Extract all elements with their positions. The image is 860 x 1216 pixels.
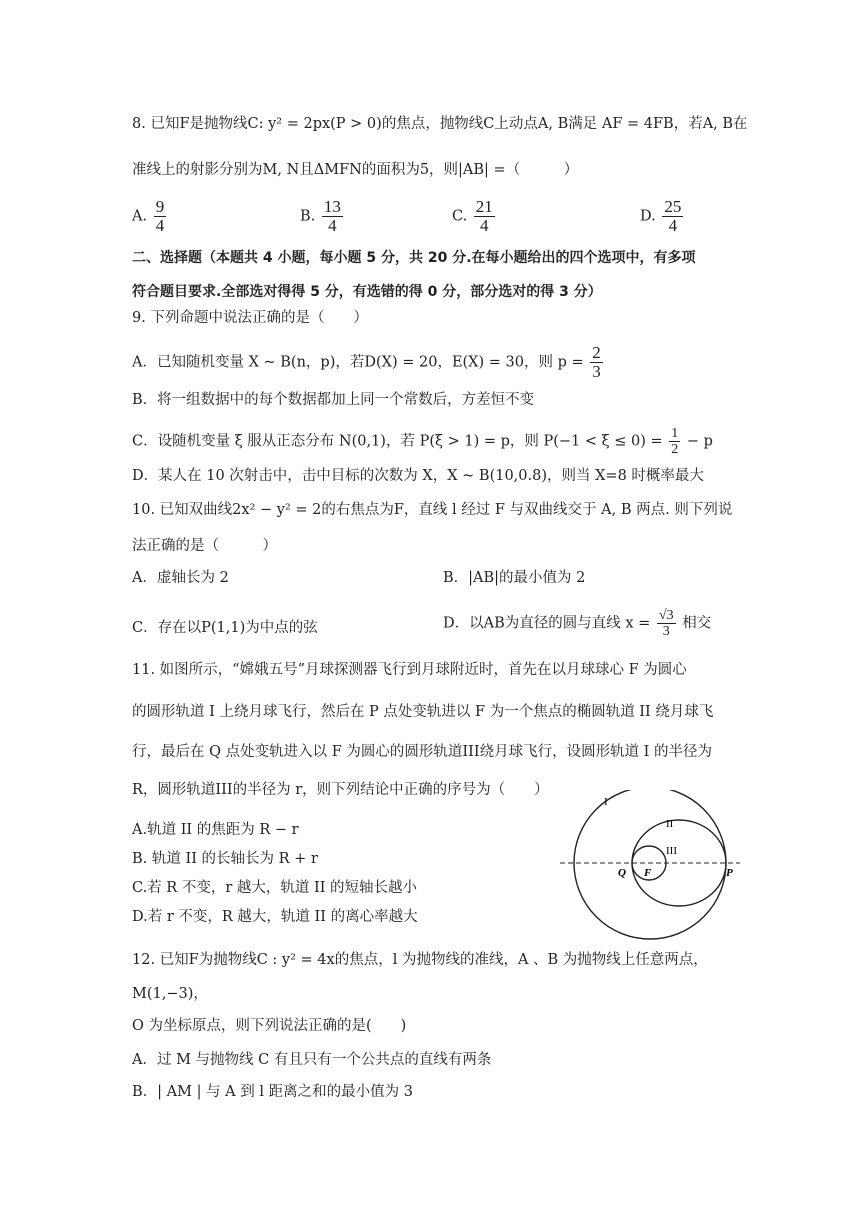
q9-option-a-text: A．已知随机变量 X ~ B(n，p)，若D(X) = 20，E(X) = 30，则 p = (132, 354, 584, 371)
q11-option-b: B. 轨道 II 的长轴长为 R + r (132, 851, 318, 867)
q9-option-a (132, 344, 605, 381)
q9-option-d: D．某人在 10 次射击中，击中目标的次数为 X，X ~ B(10,0.8)，则当 X=8 时概率最大 (132, 468, 704, 484)
frac-num: 9 (155, 197, 165, 216)
q8-stem-line1: 8. 已知F是抛物线C: y² = 2px(P > 0)的焦点，抛物线C上动点A, B满足 AF = 4FB，若A, B在 (132, 116, 748, 132)
frac-den: 4 (668, 216, 678, 235)
q8-option-d-label: D. (640, 208, 656, 225)
frac-num: 21 (475, 197, 493, 216)
q9-stem: 9. 下列命题中说法正确的是（ ） (132, 310, 368, 326)
frac-num: 13 (323, 197, 341, 216)
q8-option-d-fraction (662, 198, 683, 235)
frac-den: 2 (671, 442, 679, 457)
orbit-ellipse-2 (632, 820, 726, 906)
orbit-circle-1 (574, 790, 726, 939)
frac-den: 3 (662, 624, 670, 639)
q12-option-a: A．过 M 与抛物线 C 有且只有一个公共点的直线有两条 (132, 1052, 492, 1068)
q10-stem-line1: 10. 已知双曲线2x² − y² = 2的右焦点为F，直线 l 经过 F 与双曲线交于 A, B 两点. 则下列说 (132, 502, 733, 518)
q10-option-d-text: D．以AB为直径的圆与直线 x = (443, 615, 651, 632)
q8-option-c (452, 198, 497, 235)
q8-option-b-label: B. (300, 208, 316, 225)
q8-option-b (300, 198, 345, 235)
q9-option-c (132, 426, 713, 457)
frac-den: 4 (155, 216, 165, 235)
orbit-label-3: III (666, 845, 677, 857)
q10-option-b: B．|AB|的最小值为 2 (443, 570, 586, 586)
q8-option-c-label: C. (452, 208, 468, 225)
frac-num: 2 (592, 343, 601, 362)
frac-den: 3 (592, 362, 601, 381)
q12-stem-line1: 12. 已知F为抛物线C : y² = 4x的焦点，l 为抛物线的准线，A 、B 为抛物线上任意两点， (132, 952, 708, 968)
frac-num: 1 (671, 426, 679, 441)
q10-stem-line2: 法正确的是（ ） (132, 538, 277, 554)
q9-option-c-tail: − p (686, 433, 713, 450)
q10-option-d-tail: 相交 (682, 615, 712, 632)
q9-option-a-fraction (590, 344, 603, 381)
point-p-label: P (726, 867, 733, 879)
q9-option-b: B．将一组数据中的每个数据都加上同一个常数后，方差恒不变 (132, 392, 535, 408)
q10-option-a: A．虚轴长为 2 (132, 570, 229, 586)
q8-option-a-fraction (154, 198, 167, 235)
q8-option-b-fraction (322, 198, 343, 235)
q8-option-d (640, 198, 685, 235)
frac-den: 4 (328, 216, 337, 235)
frac-num: 25 (664, 197, 682, 216)
orbit-label-2: II (666, 818, 674, 830)
q11-stem-line4: R，圆形轨道III的半径为 r，则下列结论中正确的序号为（ ） (132, 782, 549, 798)
orbit-diagram (560, 790, 740, 945)
q9-option-c-text: C．设随机变量 ξ 服从正态分布 N(0,1)，若 P(ξ > 1) = p，则 P(−1 < ξ ≤ 0) = (132, 433, 663, 450)
q8-option-c-fraction (474, 198, 495, 235)
q11-stem-line2: 的圆形轨道 I 上绕月球飞行，然后在 P 点处变轨进以 F 为一个焦点的椭圆轨道 II 绕月球飞 (132, 704, 714, 720)
point-q-label: Q (618, 867, 626, 879)
q11-stem-line1: 11. 如图所示，“嫦娥五号”月球探测器飞行到月球附近时，首先在以月球球心 F 为圆心 (132, 662, 687, 678)
q9-option-c-fraction (669, 426, 680, 457)
section2-heading-line1: 二、选择题（本题共 4 小题，每小题 5 分，共 20 分.在每小题给出的四个选项中，有多项 (132, 250, 696, 266)
orbit-label-1: I (604, 796, 608, 808)
point-f-label: F (644, 867, 652, 879)
frac-num: √3 (658, 608, 674, 623)
q12-stem-line3: O 为坐标原点，则下列说法正确的是( ) (132, 1018, 407, 1034)
q12-stem-line2: M(1,−3)， (132, 986, 208, 1002)
q10-option-d (443, 608, 711, 639)
q10-option-c: C．存在以P(1,1)为中点的弦 (132, 620, 318, 636)
q8-option-a-label: A. (132, 208, 148, 225)
q8-stem-line2: 准线上的射影分别为M, N且ΔMFN的面积为5，则|AB| =（ ） (132, 162, 579, 178)
q8-option-a (132, 198, 168, 235)
q11-option-d: D.若 r 不变，R 越大，轨道 II 的离心率越大 (132, 909, 418, 925)
q11-option-a: A.轨道 II 的焦距为 R − r (132, 822, 299, 838)
q10-option-d-fraction (657, 608, 676, 639)
q12-option-b: B．| AM | 与 A 到 l 距离之和的最小值为 3 (132, 1084, 413, 1100)
q11-stem-line3: 行，最后在 Q 点处变轨进入以 F 为圆心的圆形轨道III绕月球飞行，设圆形轨道 I 的半径为 (132, 744, 713, 760)
frac-den: 4 (480, 216, 489, 235)
q11-option-c: C.若 R 不变，r 越大，轨道 II 的短轴长越小 (132, 880, 418, 896)
section2-heading-line2: 符合题目要求.全部选对得得 5 分，有选错的得 0 分，部分选对的得 3 分） (132, 284, 602, 300)
